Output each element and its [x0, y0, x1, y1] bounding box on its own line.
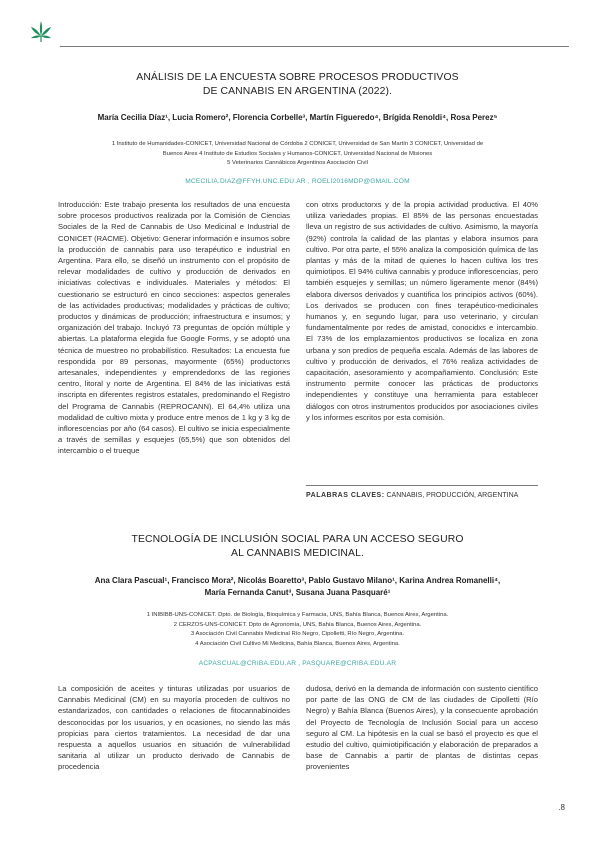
cannabis-leaf-icon: [30, 20, 52, 44]
article2-title: TECNOLOGÍA DE INCLUSIÓN SOCIAL PARA UN ACCESO SEGURO AL CANNABIS MEDICINAL.: [131, 534, 464, 559]
article1-authors: María Cecilia Díaz¹, Lucia Romero², Florencia Corbelle³, Martín Figueredo⁴, Brígida Renoldi⁴, Rosa Perez⁵: [97, 113, 498, 122]
article2-emails: ACPASCUAL@CRIBA.EDU.AR , PASQUARE@CRIBA.EDU.AR: [198, 660, 397, 667]
keywords-rule: [306, 485, 538, 486]
article2-body-left: La composición de aceites y tinturas utilizadas por usuarios de Cannabis Medicinal (CM) en su mayoría proceden de cultivos no estandarizados, con cantidades o relaciones de fitocannabinoides desconocidas por los usuarios, y en ocasiones, no siendo las más propicias para ciertos tratamientos. La necesidad de dar una respuesta a aquellos usuarios en situación de vulnerabilidad sanitaria al utilizar un producto derivado de Cannabis de procedencia: [58, 684, 290, 772]
article2-authors: Ana Clara Pascual¹, Francisco Mora², Nicolás Boaretto³, Pablo Gustavo Milano¹, Karina Andrea Romanelli⁴, María Fernanda Canut³, Susana Juana Pasquaré¹: [94, 576, 501, 597]
article2-body-right: dudosa, derivó en la demanda de información con sustento científico por parte de las ONG de CM de las ciudades de Cipolletti (Río Negro) y Bahía Blanca (Buenos Aires), y la consecuente aprobación del Proyecto de Tecnología de Inclusión Social para un acceso seguro al CM. La hipótesis en la cual se basó el proyecto es que el estudio del cultivo, quimiotipificación y elaboración de preparados a base de Cannabis a partir de plantas de distintas cepas provenientes: [306, 684, 538, 772]
page-number: .8: [558, 803, 565, 812]
article1-title: ANÁLISIS DE LA ENCUESTA SOBRE PROCESOS PRODUCTIVOS DE CANNABIS EN ARGENTINA (2022).: [136, 72, 459, 97]
article1-affiliations: 1 Instituto de Humanidades-CONICET, Universidad Nacional de Córdoba 2 CONICET, Universidad de San Martín 3 CONICET, Universidad de Buenos Aires 4 Instituto de Estudios Sociales y Humanos-CONICET, Universidad Nacional de Misiones 5 Veterinarios Cannábicos Argentinos Asociación Civil: [111, 141, 484, 166]
keywords-label: PALABRAS CLAVES:: [306, 492, 385, 499]
header-rule: [60, 46, 569, 47]
article2-affiliations: 1 INIBIBB-UNS-CONICET. Dpto. de Biología, Bioquímica y Farmacia, UNS, Bahía Blanca, Buenos Aires, Argentina. 2 CERZOS-UNS-CONICET. Dpto de Agronomía, UNS, Bahía Blanca, Buenos Aires, Argentina. 3 Asociación Civil Cannabis Medicinal Río Negro, Cipolletti, Río Negro, Argentina. 4 Asociación Civil Cultivo Mi Medicina, Bahía Blanca, Buenos Aires, Argentina.: [146, 612, 449, 647]
keywords-values: CANNABIS, PRODUCCIÓN, ARGENTINA: [386, 492, 519, 499]
article1-keywords: [306, 491, 538, 501]
article1-body-left: Introducción: Este trabajo presenta los resultados de una encuesta sobre procesos productivos realizada por la Comisión de Ciencias Sociales de la Red de Cannabis de Uso Medicinal e Industrial de CONICET (RACME). Objetivo: Generar información e insumos sobre la producción de cannabis para uso terapéutico e industrial en Argentina. Para ello, se diseñó un instrumento con el propósito de relevar modalidades de cultivo y producción de derivados en iniciativas colectivas e individuales. Materiales y métodos: El cuestionario se estructuró en cinco secciones: aspectos generales de las actividades productivas; modalidades y prácticas de cultivo; productos y dinámicas de producción; infraestructura e insumos; y organización del trabajo. Incluyó 73 preguntas de opción múltiple y abiertas. La plataforma elegida fue Google Forms, y se adoptó una técnica de muestreo no probabilístico. Resultados: La encuesta fue respondida por 89 personas, mayormente (65%) productorxs artesanales, independientes y emprendedorxs de las regiones centro, litoral y norte de Argentina. El 84% de las iniciativas está inscripta en diferentes registros estatales, predominando el Registro del Programa de Cannabis (REPROCANN). El 64,4% utiliza una modalidad de cultivo mixta y produce entre menos de 1 kg y 3 kg de inflorescencias por año (64 casos). El cultivo se inicia especialmente a través de semillas y esquejes (65,5%) que son obtenidos del intercambio o el trueque: [58, 200, 290, 456]
article1-body-right: con otrxs productorxs y de la propia actividad productiva. El 40% utiliza variedades propias. El 85% de las personas encuestadas lleva un registro de sus actividades de cultivo. Asimismo, la mayoría (92%) controla la calidad de las plantas y elabora insumos para cultivo. Por otra parte, el 55% analiza la composición química de las plantas y más de la mitad de quienes lo hacen cultiva los tres quimiotipos. El 94% cultiva cannabis y produce inflorescencias, pero también esquejes y semillas; un número ligeramente menor (84%) elabora diversos derivados y cuantifica los principios activos (60%). Los derivados se producen con fines terapéutico-medicinales humanos y, en segundo lugar, para uso veterinario, y circulan fundamentalmente por redes de amistad, conocidxs e intercambio. El 73% de los emplazamientos productivos se localiza en zona urbana y son predios de pequeña escala. Además de las labores de cultivo y producción de derivados, el 76% realiza actividades de capacitación, asesoramiento y acompañamiento. Conclusión: Este instrumento permite conocer las prácticas de productorxs independientes y constituye una herramienta para establecer diálogos con otros instrumentos producidos por asociaciones civiles y los informes escritos por esta comisión.: [306, 200, 538, 422]
article1-emails: MCECILIA.DIAZ@FFYH.UNC.EDU.AR , ROELI2016MDP@GMAIL.COM: [185, 178, 410, 185]
